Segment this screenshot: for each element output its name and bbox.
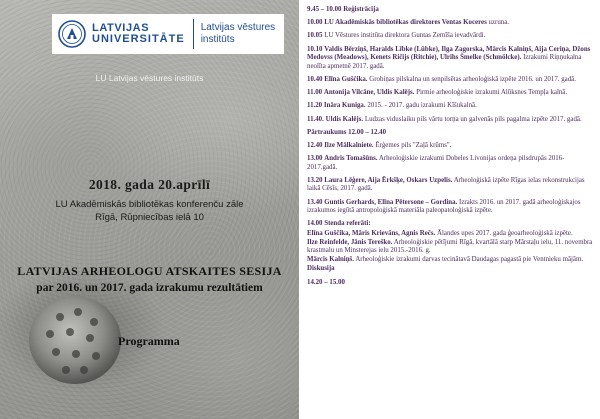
programme-item-time: 10.10: [307, 45, 323, 53]
programme-item: [307, 116, 594, 125]
programme-item-speakers: Uldis Kalējs.: [325, 115, 364, 123]
programme-item: [307, 46, 594, 72]
programme-item: [307, 279, 594, 288]
programme-item-time: 10.05: [307, 32, 323, 40]
poster-left-panel: [0, 0, 299, 419]
programme-item: [307, 76, 594, 85]
programme-item-speakers: Ilze Reinfelde, Jānis Tereško.: [307, 238, 393, 246]
university-name-line1: LATVIJAS: [92, 22, 150, 34]
institute-name-line1: Latvijas vēstures: [200, 22, 276, 33]
programme-item-text: Ālandes upes 2017. gada ģeoarheoloģiskā izpēte.: [437, 229, 573, 237]
programme-item-speakers: Reģistrācija: [343, 6, 379, 13]
programme-item: [307, 220, 594, 229]
university-logo: [52, 14, 284, 54]
programme-item: [307, 155, 594, 172]
programme-item-text: Arheoloģiskie pētījumi Rīgā, kvartālā starp Mārstaļu ielu, 11. novembra krastmalu un Minsterejas ielu 2015.-2016. g.: [307, 238, 593, 255]
programme-item-text: Ludzas viduslaiku pils vārtu torņa un galvenās pils pagalma izpēte 2017. gadā.: [364, 115, 582, 123]
programme-item-speakers: Guntis Gerhards, Elīna Pētersone – Gordina.: [324, 198, 458, 206]
session-title: LATVIJAS ARHEOLOGU ATSKAITES SESIJA: [17, 264, 282, 278]
programme-item-speakers: Elīna Guščika, Māris Krieväns, Agnis Rečs.: [307, 229, 436, 237]
programme-item: [307, 6, 594, 15]
programme-item-time: 14.00: [307, 220, 323, 228]
programme-item-time: 13.20: [307, 176, 323, 184]
programme-list: [299, 0, 600, 419]
programme-item-time: 11.20: [307, 102, 323, 110]
programme-item: [307, 32, 594, 41]
institute-name: [201, 22, 275, 46]
programme-item-speakers: Valdis Bērziņš, Haralds Lībke (Lübke), Ilga Zagorska, Mārcis Kalniņš, Aija Ceriņa, Džons Medovss (Meadows), Kenets Ričijs (Ritchie), Ulrihs Šmelke (Schmölcke).: [307, 45, 591, 62]
programme-item: [307, 177, 594, 194]
programme-item-time: 11.40.: [307, 115, 324, 123]
programme-item-speakers: Diskusija: [307, 265, 335, 273]
programme-item-text: Ērģemes pils "Zaļā krūms".: [375, 141, 452, 149]
programme-item: [307, 89, 594, 98]
programme-item-text: Pirmie arheoloģiskie izrakumi Alūksnes Tempļa kalnā.: [416, 89, 568, 97]
programme-item-time: 10.40: [307, 75, 323, 83]
programme-item-text: Izrakumi Riņņukalna neolīta apmetnē 2017. gadā.: [307, 54, 582, 70]
university-name-line2: UNIVERSITĀTE: [92, 33, 185, 45]
programme-item-speakers: Stenda referāti:: [324, 220, 371, 228]
programme-item-time: 10.00: [307, 19, 323, 27]
programme-item-speakers: Mārcis Kalniņš.: [307, 256, 354, 264]
programme-item: [307, 19, 594, 28]
programme-item: [307, 239, 594, 256]
programme-item-text: Grobiņas pilskalna un senpilsētas arheoloģiskā izpēte 2016. un 2017. gadā.: [369, 75, 576, 83]
programme-item-speakers: Elīna Guščika.: [324, 75, 368, 83]
programme-item-text: uzruna.: [488, 19, 509, 27]
programme-item-text: Arheoloģiskie izrakumi Dobeles Livonijas ordeņa pilsdrupās 2016-2017.gadā.: [307, 155, 565, 171]
programme-item-time: 13.00: [307, 155, 323, 163]
venue-line1: LU Akadēmiskās bibliotēkas konferenču zāle: [55, 199, 244, 210]
programme-item-text: 2015. - 2017. gadu izrakumi Kīšukalnā.: [367, 102, 477, 110]
session-subtitle: par 2016. un 2017. gada izrakumu rezultātiem: [36, 282, 263, 294]
programme-item-speakers: Pārtraukums 12.00 – 12.40: [307, 128, 387, 136]
programme-item-text: LU Vēstures institūta direktora Guntas Zemīša ievadvārdi.: [324, 32, 486, 40]
programme-item-speakers: Ināra Kuniga.: [323, 102, 366, 110]
programme-label: Programma: [118, 334, 180, 348]
programme-item-text: Arheoloģiskā izpēte Rīgas ielas rekonstrukcijas laikā Cēsīs, 2017. gadā.: [307, 176, 585, 193]
programme-item: [307, 265, 594, 274]
programme-item-speakers: Andris Tomašūns.: [324, 155, 378, 163]
institute-caption: LU Latvijas vēstures institūts: [95, 73, 204, 83]
institute-name-line2: institūts: [200, 34, 235, 45]
programme-item-time: 13.40: [307, 198, 323, 206]
event-date: 2018. gada 20.aprīlī: [88, 177, 211, 192]
programme-item-speakers: LU Akadēmiskās bibliotēkas direktores Ventas Koceres: [324, 19, 487, 27]
programme-item: [307, 102, 594, 111]
programme-item-time: 11.00: [307, 89, 323, 97]
programme-item: [307, 199, 594, 216]
programme-item-speakers: Ilze Mālkalniete.: [324, 141, 374, 149]
programme-item-time: 12.40: [307, 141, 323, 149]
venue-line2: Rīgā, Rūpniecības ielā 10: [95, 212, 204, 223]
artifact-disc-image: [20, 282, 130, 392]
programme-item-text: Izrakts 2016. un 2017. gadā arheoloģiskajos izrakumos iegūtā antropoloģiskā materiāla paleopatoloģiskā izpēte.: [307, 198, 581, 215]
programme-item-speakers: Antonija Vilcāne, Uldis Kalējs.: [323, 89, 415, 97]
logo-divider: [193, 19, 194, 49]
programme-item-time: 14.20 – 15.00: [307, 278, 345, 286]
programme-item: [307, 256, 594, 265]
programme-item: [307, 230, 594, 239]
programme-item: [307, 142, 594, 151]
university-emblem-icon: [58, 20, 86, 48]
programme-item-speakers: Laura Lēģere, Aija Ērkšķe, Oskars Uzpelis.: [324, 176, 453, 184]
programme-item-text: Arheoloģiskie izrakumi darvas tecinātavā Daudagas pagastā pie Ventnieku mājām.: [355, 256, 584, 264]
programme-item: [307, 129, 594, 138]
programme-item-time: 9.45 – 10.00: [307, 6, 342, 13]
university-name: [92, 23, 185, 45]
